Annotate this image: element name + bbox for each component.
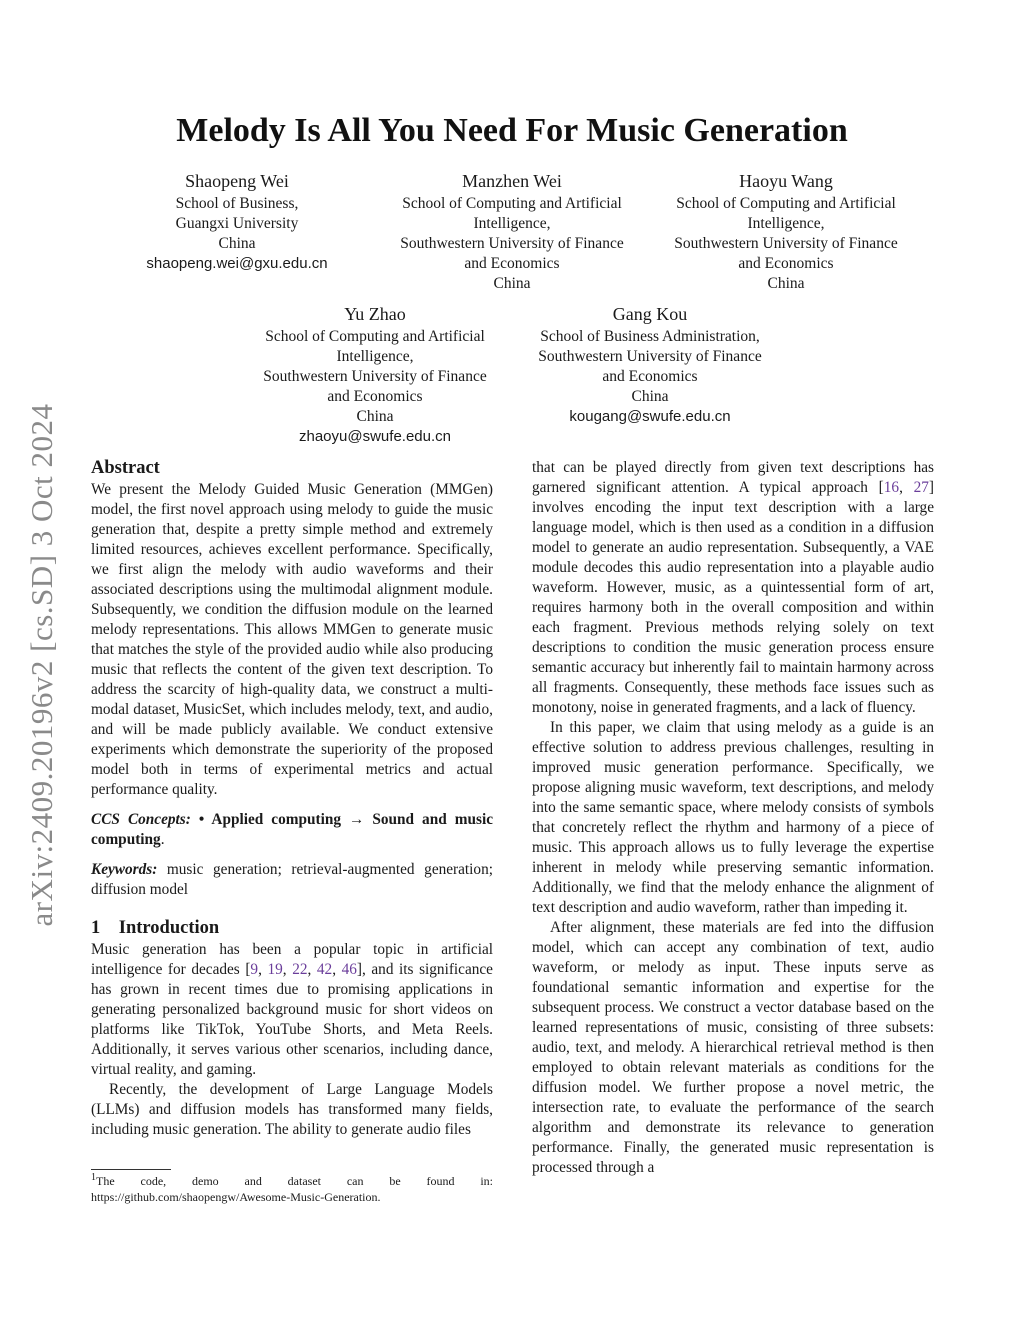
right-paragraph-2: In this paper, we claim that using melody as a guide is an effective solution to address previous challenges, resulting in improved music generation performance. Specifically, we propose aligning music waveform, text descriptions, and melody into the same semantic space, where melody consists of symbols that concretely reflect the rhythm and harmony of a piece of music. This approach allows us to fully leverage the expertise inherent in melody while preserving semantic information. Additionally, we find that the melody enhance the alignment of text description and audio waveform, rather than impeding it. [532, 719, 934, 916]
author-name: Gang Kou [612, 304, 688, 324]
keywords-text: music generation; retrieval-augmented generation; diffusion model [91, 861, 493, 898]
affiliation-line: Intelligence, [336, 348, 414, 365]
ccs-text: • Applied computing → Sound and music computing [91, 811, 493, 848]
footnote-mark: 1 [91, 1172, 96, 1183]
left-column [91, 456, 493, 1140]
keywords [91, 860, 493, 900]
author-name: Manzhen Wei [462, 171, 562, 191]
author-block-1 [137, 169, 337, 274]
paper-title: Melody Is All You Need For Music Generation [176, 112, 848, 149]
author-block-4 [245, 302, 505, 447]
affiliation-line: School of Computing and Artificial [676, 195, 896, 212]
affiliation-line: China [356, 408, 394, 425]
affiliation-line: Southwestern University of Finance [538, 348, 762, 365]
introduction-heading: 1 Introduction [91, 918, 220, 938]
right-column [532, 458, 934, 1178]
citation-link[interactable]: 16 [883, 479, 900, 496]
affiliation-line: Southwestern University of Finance [674, 235, 898, 252]
affiliation-line: Southwestern University of Finance [400, 235, 624, 252]
abstract-heading: Abstract [91, 458, 160, 478]
citation-link[interactable]: 42 [316, 961, 333, 978]
author-name: Shaopeng Wei [185, 171, 289, 191]
citation-link[interactable]: 9 [250, 961, 259, 978]
affiliation-line: Guangxi University [175, 215, 299, 232]
affiliation-line: Southwestern University of Finance [263, 368, 487, 385]
affiliation-line: Intelligence, [473, 215, 551, 232]
citation-link[interactable]: 19 [267, 961, 283, 978]
author-email[interactable]: kougang@swufe.edu.cn [569, 408, 731, 425]
affiliation-line: Intelligence, [747, 215, 825, 232]
author-email[interactable]: zhaoyu@swufe.edu.cn [299, 428, 451, 445]
affiliation-line: China [767, 275, 805, 292]
keywords-label: Keywords: [91, 861, 158, 878]
citation-link[interactable]: 22 [292, 961, 308, 978]
author-email[interactable]: shaopeng.wei@gxu.edu.cn [146, 255, 328, 272]
affiliation-line: School of Business, [175, 195, 299, 212]
affiliation-line: School of Business Administration, [540, 328, 760, 345]
author-block-5 [519, 302, 781, 427]
affiliation-line: School of Computing and Artificial [265, 328, 485, 345]
right-paragraph-1: that can be played directly from given text descriptions has garnered significant attention. A typical approach [16, 27] involves encoding the input text description with a large language model, which is then used as a condition in a diffusion model to generate an audio representation. Subsequently, a VAE module decodes this audio representation into a playable audio waveform. However, music, as a quintessential form of art, requires harmony both in the overall composition and within each fragment. Previous methods relying solely on text descriptions to condition the music generation process ensure semantic accuracy but inherently fail to maintain harmony across all fragments. Consequently, these methods face issues such as monotony, noise in generated fragments, and a lack of fluency. [532, 459, 934, 716]
footnote [91, 1169, 493, 1205]
ccs-label: CCS Concepts: [91, 811, 191, 828]
author-name: Yu Zhao [344, 304, 406, 324]
footnote-rule [91, 1169, 171, 1170]
affiliation-line: School of Computing and Artificial [402, 195, 622, 212]
citation-link[interactable]: 27 [913, 479, 929, 496]
intro-paragraph-1: Music generation has been a popular topic in artificial intelligence for decades [9, 19, 22, 42, 46], and its significance has grown in recent times due to promising applications in generating personalized background music for short videos on platforms like TikTok, YouTube Shorts, and Meta Reels. Additionally, it serves various other scenarios, including dance, virtual reality, and gaming. [91, 941, 493, 1078]
intro-paragraph-2: Recently, the development of Large Language Models (LLMs) and diffusion models has transformed many fields, including music generation. The ability to generate audio files [91, 1081, 493, 1138]
arxiv-sidebar [22, 370, 62, 960]
author-block-3 [656, 169, 916, 294]
affiliation-line: China [493, 275, 531, 292]
citation-link[interactable]: 46 [341, 961, 357, 978]
affiliation-line: China [218, 235, 256, 252]
affiliation-line: and Economics [464, 255, 560, 272]
author-name: Haoyu Wang [739, 171, 833, 191]
affiliation-line: and Economics [738, 255, 834, 272]
affiliation-line: China [631, 388, 669, 405]
ccs-concepts: CCS Concepts: • Applied computing → Sound and music computing. [91, 811, 493, 848]
right-paragraph-3: After alignment, these materials are fed into the diffusion model, which can accept any combination of text, audio waveform, or melody as input. These inputs serve as foundational semantic information and expertise for the subsequent process. We construct a vector database based on the learned representations of music, consisting of three subsets: audio, text, and melody. A hierarchical retrieval method is then employed to obtain relevant materials as conditions for the diffusion model. We further propose a novel metric, the intersection rate, to evaluate the performance of the search algorithm and demonstrate its relevance to generation performance. Finally, the generated music representation is processed through a [532, 919, 934, 1176]
affiliation-line: and Economics [327, 388, 423, 405]
author-block-2 [382, 169, 642, 294]
abstract-text: We present the Melody Guided Music Generation (MMGen) model, the first novel approach using melody to guide the music generation that, despite a pretty simple method and extremely limited resources, achieves excellent performance. Specifically, we first align the melody with audio waveforms and their associated descriptions using the multimodal alignment module. Subsequently, we condition the diffusion module on the learned melody representations. This allows MMGen to generate music that matches the style of the provided audio while also producing music that reflects the content of the given text description. To address the scarcity of high-quality data, we construct a multi-modal dataset, MusicSet, which includes melody, text, and audio, and will be made publicly available. We conduct extensive experiments which demonstrate the superiority of the proposed model both in terms of experimental metrics and actual performance quality. [91, 481, 493, 798]
footnote-text[interactable]: The code, demo and dataset can be found in: https://github.com/shaopengw/Awesome-Music-Generation. [91, 1174, 493, 1204]
affiliation-line: and Economics [602, 368, 698, 385]
arxiv-identifier: arXiv:2409.20196v2 [cs.SD] 3 Oct 2024 [24, 403, 59, 927]
